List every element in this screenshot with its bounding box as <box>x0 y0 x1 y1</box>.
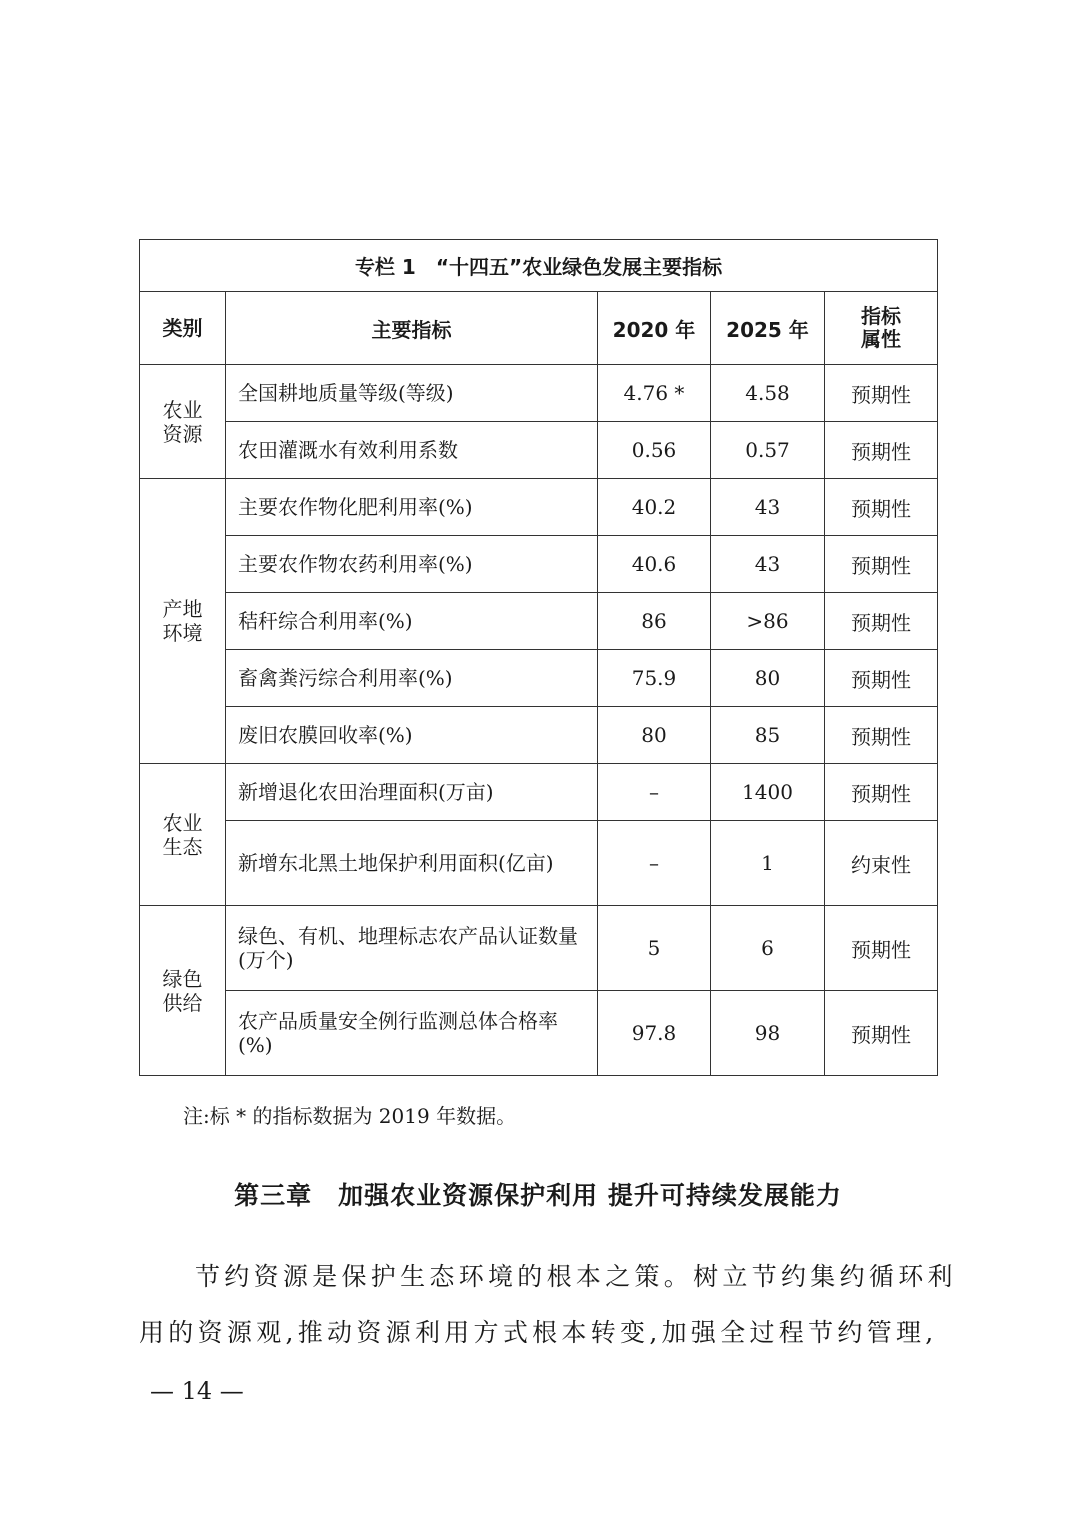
paragraph-line-1: 节约资源是保护生态环境的根本之策。树立节约集约循环利 <box>195 1262 957 1291</box>
value-2020-cell: 40.6 <box>598 536 711 593</box>
attribute-cell: 预期性 <box>825 593 938 650</box>
header-2020: 2020 年 <box>598 292 711 365</box>
value-2020-cell: 0.56 <box>598 422 711 479</box>
value-2025-cell: 6 <box>711 906 825 991</box>
table-row <box>140 422 938 479</box>
table-row <box>140 764 938 821</box>
table-header-row <box>140 292 938 365</box>
table-row <box>140 906 938 991</box>
attribute-cell: 预期性 <box>825 764 938 821</box>
attribute-cell: 预期性 <box>825 422 938 479</box>
value-2025-cell: 43 <box>711 479 825 536</box>
value-2020-cell: 75.9 <box>598 650 711 707</box>
indicator-cell: 畜禽粪污综合利用率(%) <box>226 650 598 707</box>
value-2025-cell: 80 <box>711 650 825 707</box>
attribute-cell: 预期性 <box>825 991 938 1076</box>
value-2020-cell: 40.2 <box>598 479 711 536</box>
value-2025-cell: 1400 <box>711 764 825 821</box>
value-2020-cell: 4.76 * <box>598 365 711 422</box>
value-2020-cell: 97.8 <box>598 991 711 1076</box>
header-2025: 2025 年 <box>711 292 825 365</box>
category-cell: 农业生态 <box>140 764 226 906</box>
category-cell: 绿色供给 <box>140 906 226 1076</box>
indicator-cell: 绿色、有机、地理标志农产品认证数量(万个) <box>226 906 598 991</box>
indicator-cell: 新增退化农田治理面积(万亩) <box>226 764 598 821</box>
indicator-cell: 农田灌溉水有效利用系数 <box>226 422 598 479</box>
indicator-cell: 秸秆综合利用率(%) <box>226 593 598 650</box>
category-cell: 产地环境 <box>140 479 226 764</box>
table-note: 注:标 * 的指标数据为 2019 年数据。 <box>183 1104 517 1128</box>
indicator-cell: 全国耕地质量等级(等级) <box>226 365 598 422</box>
header-indicator: 主要指标 <box>226 292 598 365</box>
value-2020-cell: 80 <box>598 707 711 764</box>
table-row <box>140 593 938 650</box>
value-2020-cell: 5 <box>598 906 711 991</box>
indicator-cell: 主要农作物农药利用率(%) <box>226 536 598 593</box>
attribute-cell: 预期性 <box>825 479 938 536</box>
value-2025-cell: 4.58 <box>711 365 825 422</box>
table-row <box>140 536 938 593</box>
attribute-cell: 预期性 <box>825 650 938 707</box>
value-2025-cell: 0.57 <box>711 422 825 479</box>
attribute-cell: 预期性 <box>825 536 938 593</box>
value-2020-cell: – <box>598 821 711 906</box>
table-row <box>140 365 938 422</box>
attribute-cell: 预期性 <box>825 707 938 764</box>
page-number: — 14 — <box>150 1377 244 1405</box>
value-2025-cell: 98 <box>711 991 825 1076</box>
attribute-cell: 预期性 <box>825 365 938 422</box>
attribute-cell: 预期性 <box>825 906 938 991</box>
value-2020-cell: – <box>598 764 711 821</box>
table-row <box>140 479 938 536</box>
header-category: 类别 <box>140 292 226 365</box>
indicator-cell: 新增东北黑土地保护利用面积(亿亩) <box>226 821 598 906</box>
indicator-cell: 主要农作物化肥利用率(%) <box>226 479 598 536</box>
category-cell: 农业资源 <box>140 365 226 479</box>
paragraph-line-2: 用的资源观,推动资源利用方式根本转变,加强全过程节约管理, <box>139 1318 938 1347</box>
value-2025-cell: 1 <box>711 821 825 906</box>
chapter-heading: 第三章 加强农业资源保护利用 提升可持续发展能力 <box>234 1181 842 1210</box>
indicator-cell: 废旧农膜回收率(%) <box>226 707 598 764</box>
value-2025-cell: 85 <box>711 707 825 764</box>
value-2025-cell: 43 <box>711 536 825 593</box>
table-row <box>140 707 938 764</box>
table-row <box>140 821 938 906</box>
table-caption: 专栏 1 “十四五”农业绿色发展主要指标 <box>140 240 938 292</box>
table-row <box>140 650 938 707</box>
indicator-cell: 农产品质量安全例行监测总体合格率(%) <box>226 991 598 1076</box>
value-2020-cell: 86 <box>598 593 711 650</box>
attribute-cell: 约束性 <box>825 821 938 906</box>
indicator-table <box>139 239 938 1076</box>
table-row <box>140 991 938 1076</box>
header-attribute: 指标 属性 <box>825 292 938 365</box>
value-2025-cell: >86 <box>711 593 825 650</box>
